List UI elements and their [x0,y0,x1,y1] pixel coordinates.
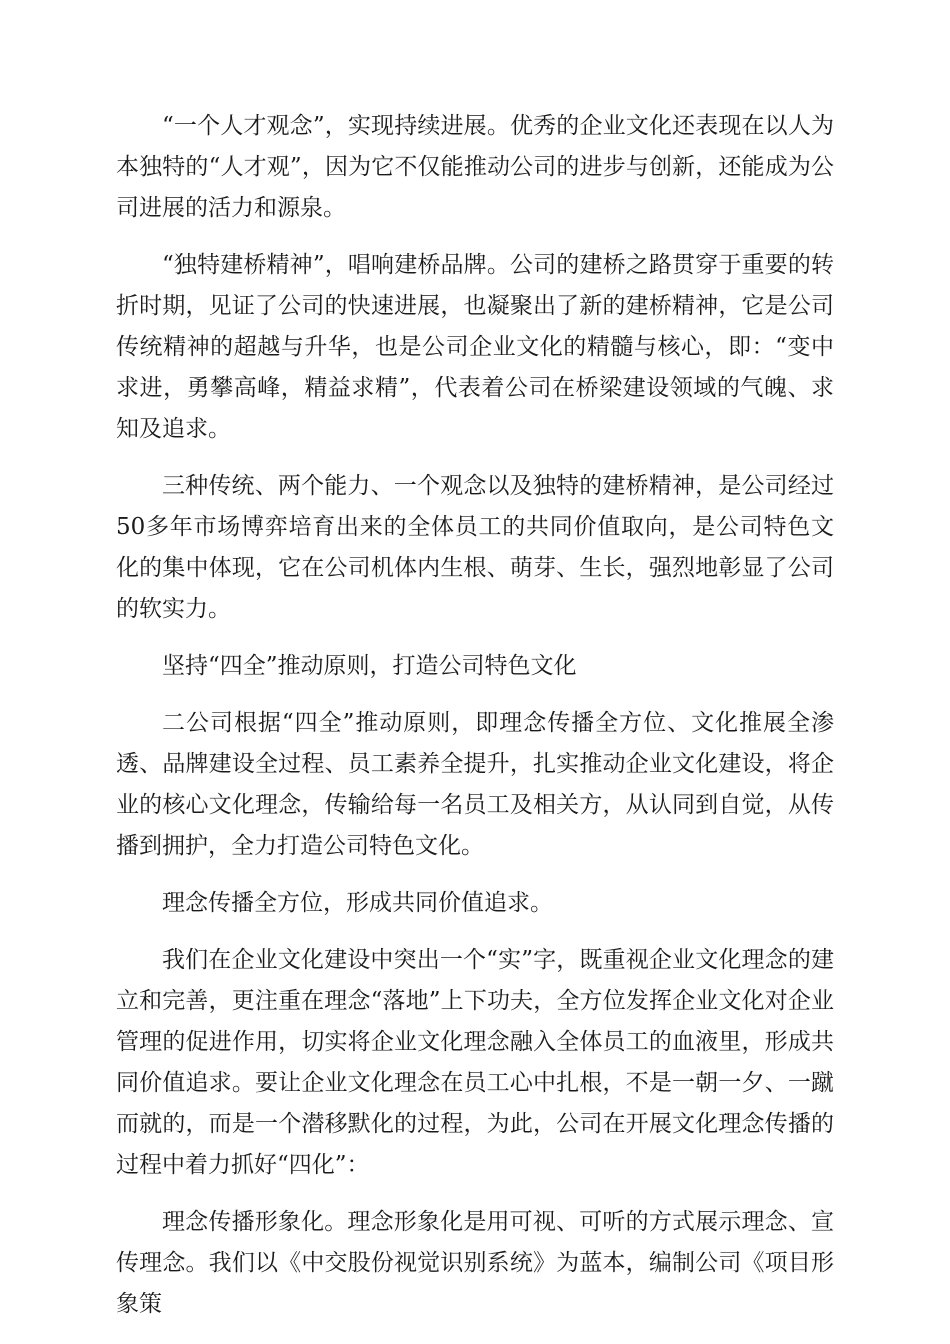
paragraph-three-traditions: 三种传统、两个能力、一个观念以及独特的建桥精神，是公司经过50多年市场博弈培育出来的全体员工的共同价值取向，是公司特色文化的集中体现，它在公司机体内生根、萌芽、生长，强烈地彰显了公司的软实力。 [116,473,834,622]
paragraph-bridge-spirit: “独特建桥精神”，唱响建桥品牌。公司的建桥之路贯穿于重要的转折时期，见证了公司的快速进展，也凝聚出了新的建桥精神，它是公司传统精神的超越与升华，也是公司企业文化的精髓与核心，即：“变中求进，勇攀高峰，精益求精”，代表着公司在桥梁建设领域的气魄、求知及追求。 [116,252,834,442]
paragraph-talent-concept: “一个人才观念”，实现持续进展。优秀的企业文化还表现在以人为本独特的“人才观”，因为它不仅能推动公司的进步与创新，还能成为公司进展的活力和源泉。 [116,113,834,221]
paragraph-shi-character: 我们在企业文化建设中突出一个“实”字，既重视企业文化理念的建立和完善，更注重在理念“落地”上下功夫，全方位发挥企业文化对企业管理的促进作用，切实将企业文化理念融入全体员工的血液里，形成共同价值追求。要让企业文化理念在员工心中扎根，不是一朝一夕、一蹴而就的，而是一个潜移默化的过程，为此，公司在开展文化理念传播的过程中着力抓好“四化”： [116,947,834,1178]
paragraph-four-principles: 二公司根据“四全”推动原则，即理念传播全方位、文化推展全渗透、品牌建设全过程、员工素养全提升，扎实推动企业文化建设，将企业的核心文化理念，传输给每一名员工及相关方，从认同到自觉，从传播到拥护，全力打造公司特色文化。 [116,710,834,859]
section-heading-four-principles: 坚持“四全”推动原则，打造公司特色文化 [162,653,577,679]
subheading-concept-spread: 理念传播全方位，形成共同价值追求。 [162,890,553,916]
document-page [116,106,834,1341]
paragraph-visualization: 理念传播形象化。理念形象化是用可视、可听的方式展示理念、宣传理念。我们以《中交股份视觉识别系统》为蓝本，编制公司《项目形象策 [116,1209,834,1317]
